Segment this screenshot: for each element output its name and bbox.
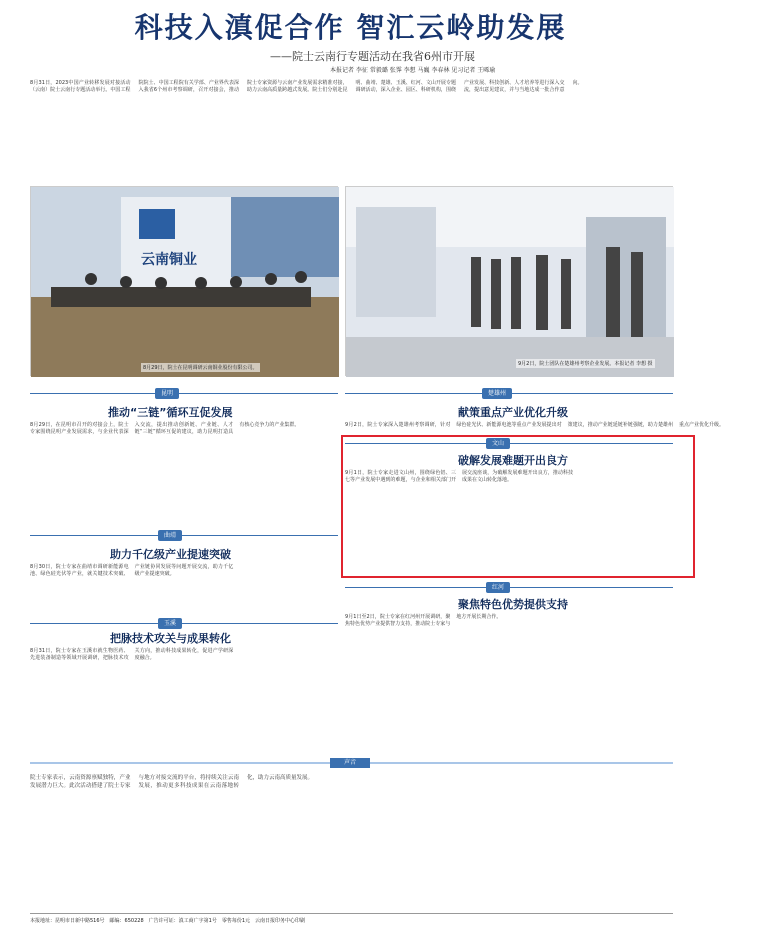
footer: 本报地址：昆明市日新中路516号 邮编：650228 广告许可证：滇工商广字第1号 零售每份1元 云南日报印务中心印刷 [30, 918, 305, 924]
section-title-chuxiong: 献策重点产业优化升级 [458, 406, 568, 419]
lead-text: 8月31日，2023中国产业转移发展对接活动（云南）院士云南行专题活动举行。中国工程院院士、中国工程院有关学部、产业界代表深入我省6个州市考察调研，召开对接会，推动院士专家资源与云南产业发展需求精准对接，助力云南高质量跨越式发展。院士们分别赴昆明、曲靖、楚雄、玉溪、红河、文山开展专题调研活动，深入企业、园区、科研机构，围绕产业发展、科技创新、人才培养等进行深入交流，提出意见建议，并与当地达成一批合作意向。 [30, 80, 583, 94]
right-photo-caption: 9月2日，院士团队在楚雄州考察企业发展。本报记者 李想 摄 [518, 361, 653, 367]
region-tag-honghe: 红河 [486, 582, 510, 593]
region-tag-wenshan: 文山 [486, 438, 510, 449]
sign-text: 云南铜业 [141, 252, 197, 268]
visit-illustration [346, 187, 674, 377]
quotes-body: 院士专家表示，云南资源禀赋独特，产业发展潜力巨大。此次活动搭建了院士专家与地方对接交流的平台，将持续关注云南发展，推动更多科技成果在云南落地转化，助力云南高质量发展。 [30, 775, 314, 789]
quotes-label: 声音 [330, 758, 370, 768]
meeting-illustration [31, 187, 339, 377]
section-rule [30, 393, 338, 394]
headline: 科技入滇促合作 智汇云岭助发展 [134, 11, 567, 44]
subhead: ——院士云南行专题活动在我省6州市开展 [270, 50, 475, 63]
section-title-honghe: 聚焦特色优势提供支持 [458, 598, 568, 611]
region-tag-qujing: 曲靖 [158, 530, 182, 541]
section-title-yuxi: 把脉技术攻关与成果转化 [110, 632, 231, 645]
section-body-honghe: 9月1日至2日，院士专家在红河州开展调研，聚焦特色优势产业提供智力支持，推动院士专家与地方开展长期合作。 [345, 614, 502, 628]
section-body-yuxi: 8月31日，院士专家在玉溪市就生物医药、先进装备制造等领域开展调研，把脉技术攻关方向，推动科技成果转化，促进产学研深度融合。 [30, 648, 234, 662]
section-body-kunming: 8月29日，在昆明市召开的对接会上，院士专家围绕昆明产业发展需求，与企业代表深入交流，提出推动创新链、产业链、人才链“三链”循环互促的建议，助力昆明打造具有核心竞争力的产业集群。 [30, 422, 300, 436]
byline: 本报记者 李征 常毅璐 张霁 李想 马巍 李春林 见习记者 王晞瑜 [330, 67, 496, 74]
footer-rule [30, 913, 673, 914]
section-rule [30, 623, 338, 624]
section-body-chuxiong: 9月2日，院士专家深入楚雄州考察调研，针对绿色硅光伏、新能源电池等重点产业发展提出对策建议，推动产业链延链补链强链，助力楚雄州重点产业优化升级。 [345, 422, 724, 428]
section-body-qujing: 8月30日，院士专家在曲靖市调研新能源电池、绿色硅光伏等产业，就关键技术突破、产业链协同发展等问题开展交流，助力千亿级产业提速突破。 [30, 564, 234, 578]
visit-photo [345, 186, 673, 376]
meeting-photo [30, 186, 338, 376]
region-tag-kunming: 昆明 [155, 388, 179, 399]
section-body-wenshan: 9月1日，院士专家走进文山州，围绕绿色铝、三七等产业发展中遇到的难题，与企业和相关部门开展交流座谈，为破解发展难题开出良方，推动科技成果在文山转化落地。 [345, 470, 573, 484]
quotes-band [30, 758, 673, 768]
section-title-kunming: 推动“三链”循环互促发展 [108, 406, 233, 419]
left-photo-caption: 8月29日，院士在昆明调研云南铜业股份有限公司。 [143, 365, 258, 371]
region-tag-chuxiong: 楚雄州 [482, 388, 512, 399]
section-title-qujing: 助力千亿级产业提速突破 [110, 548, 231, 561]
section-title-wenshan: 破解发展难题开出良方 [458, 454, 568, 467]
region-tag-yuxi: 玉溪 [158, 618, 182, 629]
section-rule [30, 535, 338, 536]
